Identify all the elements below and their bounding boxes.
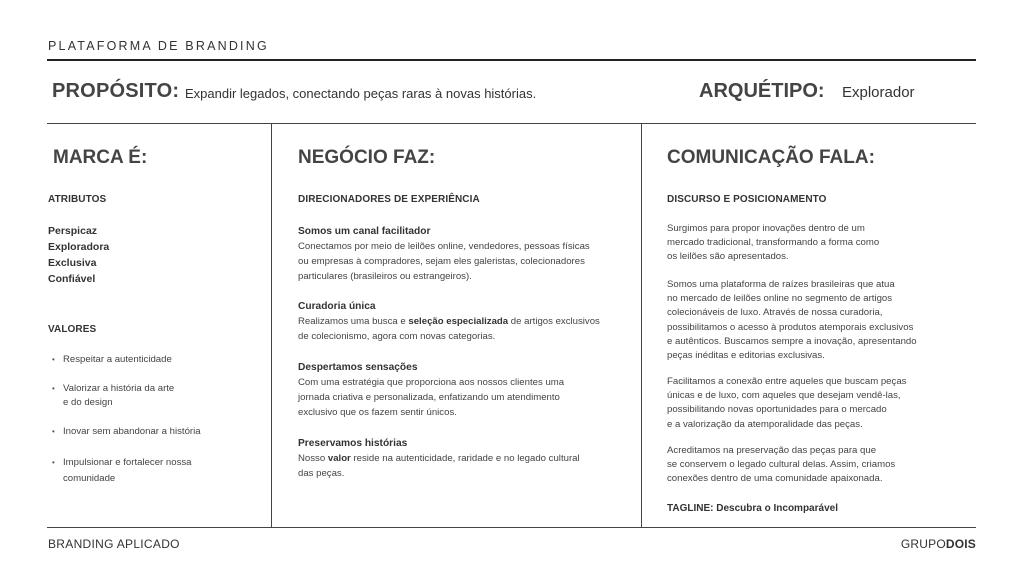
valor-item (48, 353, 201, 367)
block-line: Com uma estratégia que proporciona aos nossos clientes uma (298, 377, 565, 388)
block-line: das peças. (298, 468, 345, 479)
block-title: Despertamos sensações (298, 362, 418, 373)
valor-item (48, 425, 201, 439)
block-line: ou empresas à compradores, sejam eles galeristas, colecionadores (298, 256, 585, 267)
paragraph-line: mercado tradicional, transformando a forma como (667, 237, 880, 249)
top-divider (47, 59, 976, 61)
negocio-title: NEGÓCIO FAZ: (298, 147, 436, 168)
valores-label: VALORES (48, 324, 97, 335)
negocio-block (298, 299, 600, 344)
valor-text: Inovar sem abandonar a história (63, 426, 201, 437)
proposito-title: PROPÓSITO: (52, 80, 180, 102)
column-divider-1 (271, 124, 272, 527)
block-line: exclusivo que os fazem sentir únicos. (298, 407, 457, 418)
paragraph-line: e autênticos. Buscamos sempre a inovação, apresentando (667, 335, 917, 347)
bottom-divider (47, 527, 976, 528)
block-line (298, 314, 600, 329)
negocio-block (298, 360, 564, 420)
proposito-text: Expandir legados, conectando peças raras à novas histórias. (185, 86, 537, 101)
block-line: particulares (brasileiros ou estrangeiros). (298, 271, 472, 282)
comunicacao-subtitle: DISCURSO E POSICIONAMENTO (667, 194, 827, 205)
arquetipo-text: Explorador (842, 84, 915, 101)
arquetipo-title: ARQUÉTIPO: (699, 80, 825, 102)
comunicacao-paragraph (667, 375, 906, 432)
paragraph-line: únicas e de luxo, com aqueles que desejam vendê-las, (667, 390, 901, 402)
footer-left-label: BRANDING APLICADO (48, 537, 180, 551)
paragraph-line: conexões dentro de uma comunidade apaixonada. (667, 473, 883, 485)
marca-title: MARCA É: (53, 147, 148, 168)
valor-item (48, 382, 201, 410)
valor-text: comunidade (63, 473, 116, 484)
valor-text: Respeitar a autenticidade (63, 354, 172, 365)
atributo-item: Exploradora (48, 241, 110, 253)
paragraph-line: e a valorização da atemporalidade das peças. (667, 418, 863, 430)
text-span: de artigos exclusivos (508, 316, 600, 327)
emphasis-text: seleção especializada (408, 316, 509, 327)
valor-item (48, 455, 201, 487)
paragraph-line: Surgimos para propor inovações dentro de um (667, 223, 865, 234)
comunicacao-title: COMUNICAÇÃO FALA: (667, 147, 875, 168)
emphasis-text: valor (327, 453, 351, 464)
paragraph-line: se conservem o legado cultural delas. Assim, criamos (667, 459, 896, 471)
column-divider-2 (641, 124, 642, 527)
block-line: jornada criativa e personalizada, enfatizando um atendimento (298, 392, 560, 403)
paragraph-line: Acreditamos na preservação das peças para que (667, 445, 877, 456)
block-line: de colecionismo, agora com novas categorias. (298, 331, 496, 342)
block-line: Conectamos por meio de leilões online, vendedores, pessoas físicas (298, 241, 590, 252)
valor-text: e do design (63, 397, 113, 408)
paragraph-line: Facilitamos a conexão entre aqueles que buscam peças (667, 376, 907, 387)
negocio-block (298, 436, 580, 481)
atributos-label: ATRIBUTOS (48, 194, 107, 205)
paragraph-line: os leilões são apresentados. (667, 251, 789, 263)
valor-text: Valorizar a história da arte (63, 383, 175, 394)
paragraph-line: no mercado de leilões online no segmento de artigos (667, 293, 893, 305)
comunicacao-paragraph (667, 278, 917, 363)
paragraph-line: colecionáveis de luxo. Através de nossa curadoria, (667, 307, 883, 319)
text-span: reside na autenticidade, raridade e no legado cultural (350, 453, 580, 464)
atributo-item: Confiável (48, 273, 96, 285)
logo-text-light: GRUPO (900, 537, 946, 551)
section-divider (47, 123, 976, 124)
tagline: TAGLINE: Descubra o Incomparável (667, 503, 838, 514)
atributo-item: Exclusiva (48, 257, 97, 269)
block-title: Preservamos histórias (298, 438, 408, 449)
block-title: Curadoria única (298, 301, 376, 312)
paragraph-line: peças inéditas e editorias exclusivas. (667, 350, 825, 362)
comunicacao-paragraph (667, 444, 895, 487)
comunicacao-paragraph (667, 222, 879, 265)
header-label: PLATAFORMA DE BRANDING (48, 39, 269, 53)
paragraph-line: possibilitando novas oportunidades para o mercado (667, 404, 887, 416)
negocio-block (298, 224, 590, 284)
atributo-item: Perspicaz (48, 225, 98, 237)
footer-logo (901, 537, 976, 551)
valor-text: Impulsionar e fortalecer nossa (63, 457, 192, 468)
paragraph-line: possibilitamos o acesso à produtos atemporais exclusivos (667, 321, 914, 333)
valores-list (48, 353, 201, 487)
block-title: Somos um canal facilitador (298, 226, 431, 237)
negocio-subtitle: DIRECIONADORES DE EXPERIÊNCIA (298, 194, 480, 205)
atributos-list (48, 223, 109, 287)
text-span: Nosso (298, 453, 328, 464)
text-span: Realizamos uma busca e (298, 316, 409, 327)
paragraph-line: Somos uma plataforma de raízes brasileiras que atua (667, 279, 895, 290)
block-line (298, 451, 580, 466)
logo-text-bold: DOIS (945, 537, 976, 551)
